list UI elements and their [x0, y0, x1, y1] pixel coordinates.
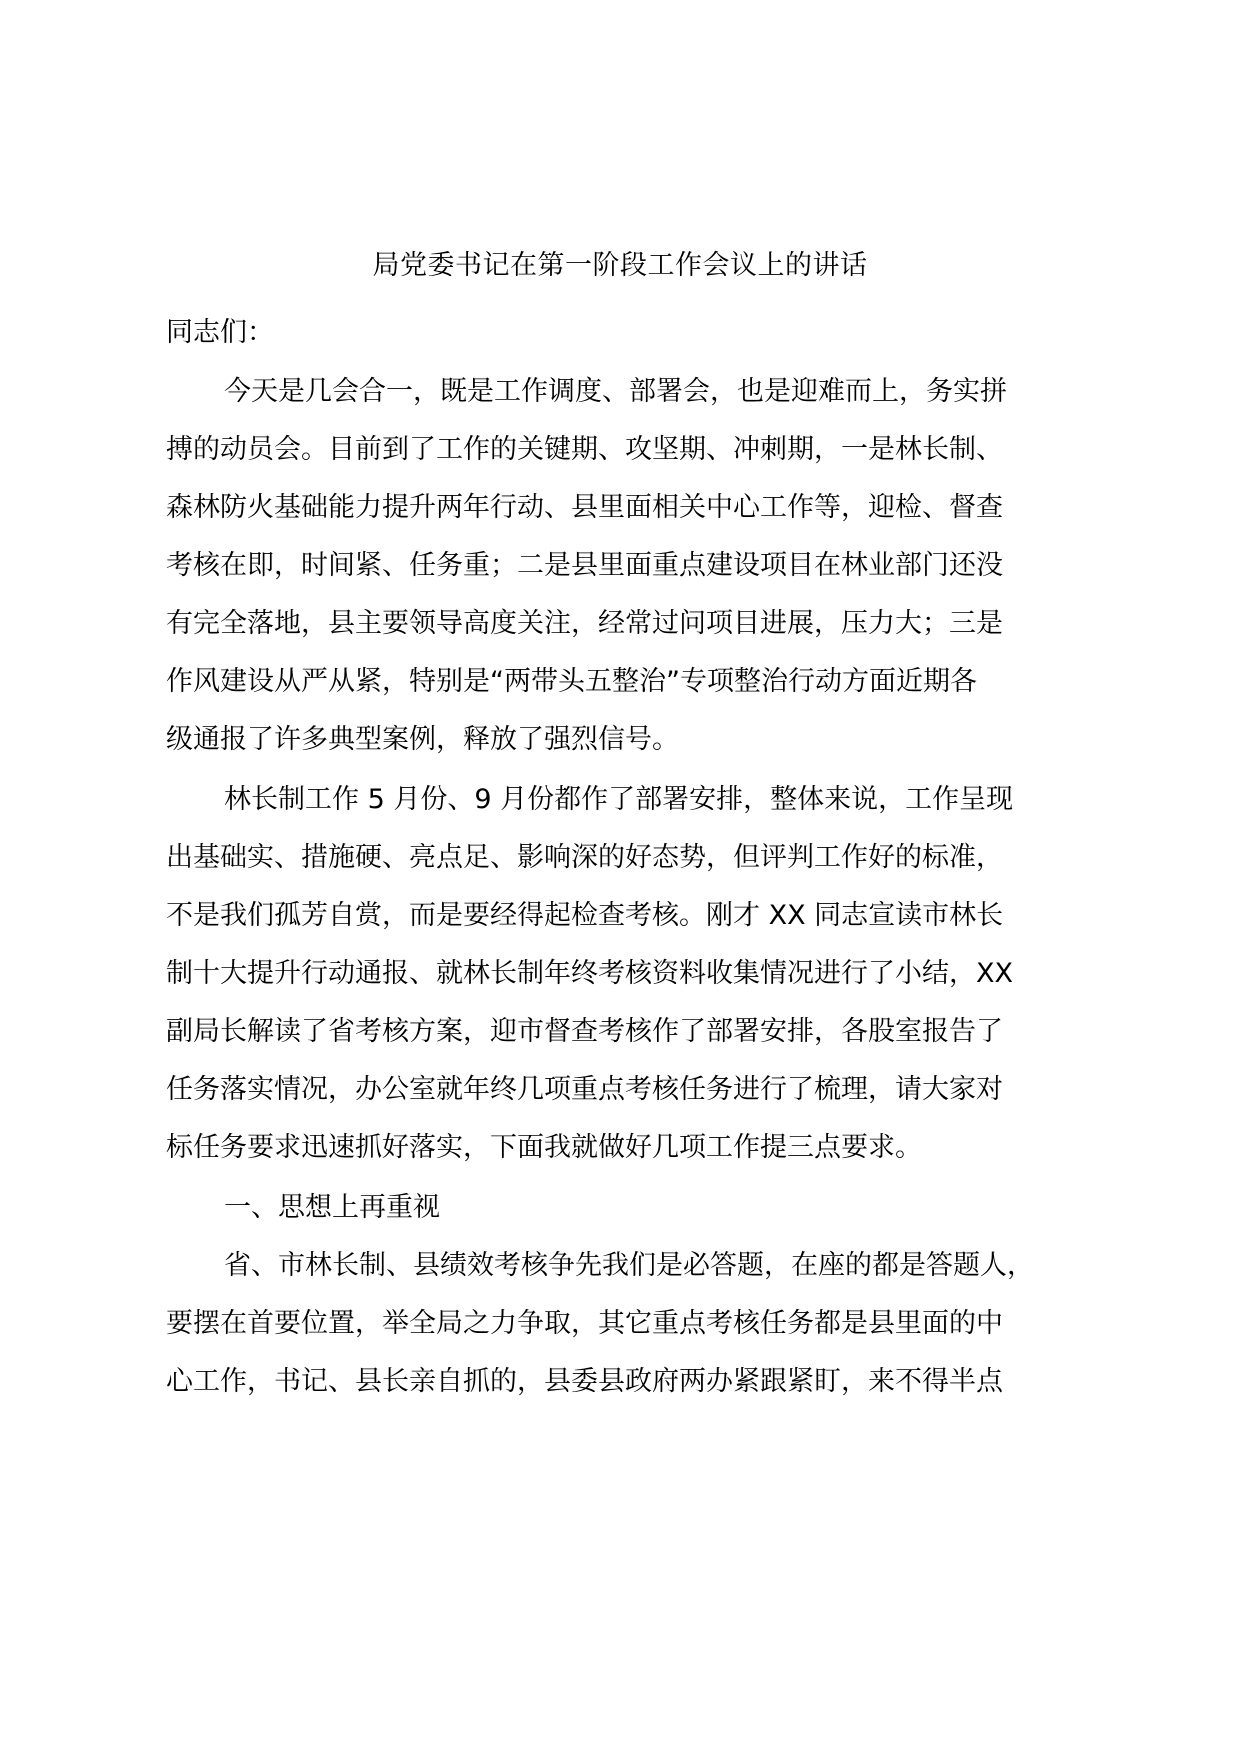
paragraph-2-line-4: 制十大提升行动通报、就林长制年终考核资料收集情况进行了小结，XX [166, 958, 1013, 989]
paragraph-2-line-5: 副局长解读了省考核方案，迎市督查考核作了部署安排，各股室报告了 [166, 1016, 1003, 1047]
paragraph-1-line-4: 考核在即，时间紧、任务重；二是县里面重点建设项目在林业部门还没 [166, 550, 1003, 581]
salutation: 同志们： [166, 317, 274, 348]
paragraph-1-line-7: 级通报了许多典型案例，释放了强烈信号。 [166, 724, 679, 755]
paragraph-1-line-3: 森林防火基础能力提升两年行动、县里面相关中心工作等，迎检、督查 [166, 492, 1003, 523]
paragraph-2-line-2: 出基础实、措施硬、亮点足、影响深的好态势，但评判工作好的标准， [166, 842, 1003, 873]
paragraph-3-line-3: 心工作，书记、县长亲自抓的，县委县政府两办紧跟紧盯，来不得半点 [166, 1366, 1003, 1397]
document-title: 局党委书记在第一阶段工作会议上的讲话 [372, 250, 868, 281]
paragraph-1-line-1: 今天是几会合一，既是工作调度、部署会，也是迎难而上，务实拼 [224, 376, 1007, 407]
paragraph-2-line-1: 林长制工作 5 月份、9 月份都作了部署安排，整体来说，工作呈现 [224, 784, 1014, 815]
paragraph-1-line-6: 作风建设从严从紧，特别是“两带头五整治”专项整治行动方面近期各 [166, 666, 977, 697]
paragraph-2-line-7: 标任务要求迅速抓好落实，下面我就做好几项工作提三点要求。 [166, 1132, 922, 1163]
paragraph-1-line-2: 搏的动员会。目前到了工作的关键期、攻坚期、冲刺期，一是林长制、 [166, 434, 1003, 465]
paragraph-3-line-1: 省、市林长制、县绩效考核争先我们是必答题，在座的都是答题人， [224, 1250, 1034, 1281]
paragraph-2-line-3: 不是我们孤芳自赏，而是要经得起检查考核。刚才 XX 同志宣读市林长 [166, 900, 1004, 931]
paragraph-2-line-6: 任务落实情况，办公室就年终几项重点考核任务进行了梳理，请大家对 [166, 1074, 1003, 1105]
paragraph-3-line-2: 要摆在首要位置，举全局之力争取，其它重点考核任务都是县里面的中 [166, 1308, 1003, 1339]
paragraph-1-line-5: 有完全落地，县主要领导高度关注，经常过问项目进展，压力大；三是 [166, 608, 1003, 639]
section-heading-1: 一、思想上再重视 [224, 1192, 440, 1223]
